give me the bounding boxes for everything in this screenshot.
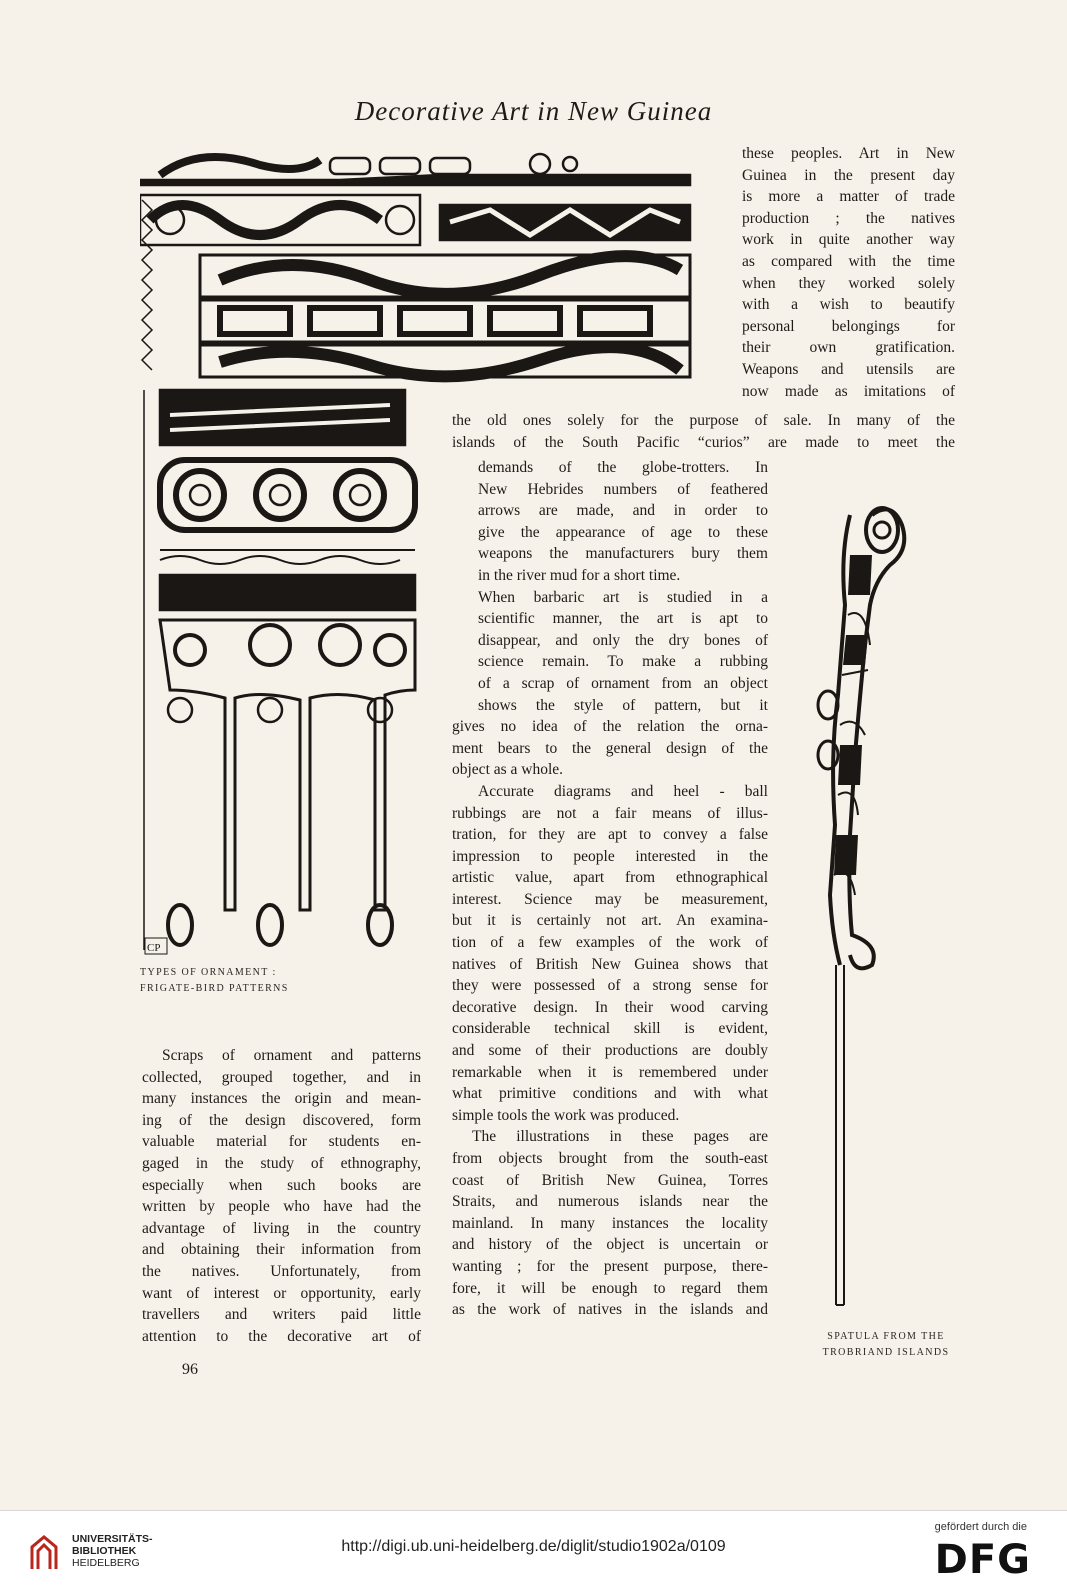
text-line: of a scrap of ornament from an object	[478, 674, 768, 692]
ornament-caption	[140, 965, 340, 997]
text-line: many instances the origin and mean-	[142, 1090, 421, 1108]
text-line: ing of the design discovered, form	[142, 1111, 421, 1129]
text-line: scientific manner, the art is apt to	[478, 610, 768, 628]
text-line: they were possessed of a strong sense for	[452, 977, 768, 995]
text-line: decorative design. In their wood carving	[452, 998, 768, 1016]
text-line: especially when such books are	[142, 1176, 421, 1194]
text-line: remarkable when it is remembered under	[452, 1063, 768, 1081]
text-line: Guinea in the present day	[742, 166, 955, 184]
text-line: object as a whole.	[452, 761, 564, 779]
spatula-illustration	[810, 495, 930, 1315]
library-name-line-3: HEIDELBERG	[72, 1557, 140, 1569]
text-line: Straits, and numerous islands near the	[452, 1193, 768, 1211]
library-name-line-1: UNIVERSITÄTS-	[72, 1533, 153, 1545]
text-line: islands of the South Pacific “curios” are made to meet the	[452, 433, 955, 451]
text-line: demands of the globe-trotters. In	[478, 459, 768, 476]
text-line: personal belongings for	[742, 317, 955, 335]
text-line: natives of British New Guinea shows that	[452, 955, 768, 973]
text-line: from objects brought from the south-east	[452, 1150, 768, 1167]
text-line: coast of British New Guinea, Torres	[452, 1171, 768, 1189]
text-line: impression to people interested in the	[452, 847, 768, 865]
text-line: advantage of living in the country	[142, 1219, 421, 1237]
text-line: the old ones solely for the purpose of sale. In many of the	[452, 412, 955, 429]
text-line: gives no idea of the relation the orna-	[452, 718, 768, 736]
text-line: their own gratification.	[742, 339, 955, 357]
text-line: and history of the object is uncertain or	[452, 1236, 768, 1254]
text-line: but it is certainly not art. An examina-	[452, 912, 768, 930]
text-line: with a wish to beautify	[742, 296, 955, 314]
spatula-caption	[806, 1329, 966, 1361]
text-line: these peoples. Art in New	[742, 145, 955, 162]
text-line: considerable technical skill is evident,	[452, 1020, 768, 1038]
text-line: gaged in the study of ethnography,	[142, 1154, 421, 1172]
text-line: when they worked solely	[742, 274, 955, 292]
text-line: work in quite another way	[742, 231, 955, 249]
digitization-footer	[0, 1510, 1067, 1594]
text-line: attention to the decorative art of	[142, 1327, 421, 1345]
text-line: production ; the natives	[742, 209, 955, 227]
page-title: Decorative Art in New Guinea	[354, 96, 713, 126]
text-line: and some of their productions are doubly	[452, 1042, 768, 1060]
text-line: and obtaining their information from	[142, 1241, 421, 1259]
text-wide-lines	[452, 410, 955, 453]
text-line: travellers and writers paid little	[142, 1306, 421, 1324]
ornament-caption-line-2: FRIGATE-BIRD PATTERNS	[140, 983, 289, 994]
text-line: Weapons and utensils are	[742, 360, 955, 378]
monogram: CP	[147, 942, 161, 954]
text-line: what primitive conditions and with what	[452, 1085, 768, 1103]
text-line: disappear, and only the dry bones of	[478, 631, 768, 649]
text-column-top-right	[742, 143, 955, 402]
permalink-url[interactable]: http://digi.ub.uni-heidelberg.de/diglit/studio1902a/0109	[341, 1538, 726, 1555]
text-line: New Hebrides numbers of feathered	[478, 480, 768, 498]
text-line: arrows are made, and in order to	[478, 502, 768, 520]
text-line: fore, it will be enough to regard them	[452, 1279, 768, 1297]
text-column-middle	[452, 457, 768, 1321]
text-line: artistic value, apart from ethnographical	[452, 869, 768, 887]
text-line: mainland. In many instances the locality	[452, 1214, 768, 1232]
ornament-caption-line-1: TYPES OF ORNAMENT :	[140, 967, 277, 978]
page-number: 96	[182, 1361, 198, 1378]
text-line: as compared with the time	[742, 252, 955, 270]
spatula-caption-line-2: TROBRIAND ISLANDS	[822, 1347, 950, 1358]
text-line: ment bears to the general design of the	[452, 739, 768, 757]
text-line: now made as imitations of	[742, 382, 955, 400]
library-name-line-2: BIBLIOTHEK	[72, 1545, 137, 1557]
text-line: rubbings are not a fair means of illus-	[452, 804, 768, 822]
text-line: science remain. To make a rubbing	[478, 653, 768, 671]
text-line: Scraps of ornament and patterns	[162, 1047, 421, 1064]
text-line: want of interest or opportunity, early	[142, 1284, 421, 1302]
text-line: give the appearance of age to these	[478, 523, 768, 541]
text-line: shows the style of pattern, but it	[478, 696, 768, 714]
text-line: Accurate diagrams and heel - ball	[478, 782, 768, 800]
text-line: as the work of natives in the islands and	[452, 1301, 768, 1319]
text-line: in the river mud for a short time.	[478, 566, 681, 584]
text-line: weapons the manufacturers bury them	[478, 545, 768, 563]
text-line: wanting ; for the present purpose, there-	[452, 1257, 768, 1275]
text-line: valuable material for students en-	[142, 1133, 421, 1151]
text-line: When barbaric art is studied in a	[478, 588, 768, 606]
dfg-logo: DFG	[934, 1537, 1031, 1583]
text-line: interest. Science may be measurement,	[452, 890, 768, 908]
text-line: simple tools the work was produced.	[452, 1106, 680, 1124]
funding-note: gefördert durch die	[934, 1521, 1027, 1533]
spatula-caption-line-1: SPATULA FROM THE	[827, 1331, 945, 1342]
text-line: tion of a few examples of the work of	[452, 934, 768, 952]
text-line: tration, for they are apt to convey a false	[452, 826, 768, 844]
text-column-left	[142, 1045, 421, 1347]
text-line: the natives. Unfortunately, from	[142, 1262, 421, 1280]
text-line: The illustrations in these pages are	[472, 1128, 768, 1146]
text-line: is more a matter of trade	[742, 188, 955, 206]
text-line: written by people who have had the	[142, 1198, 421, 1216]
text-line: collected, grouped together, and in	[142, 1068, 421, 1086]
